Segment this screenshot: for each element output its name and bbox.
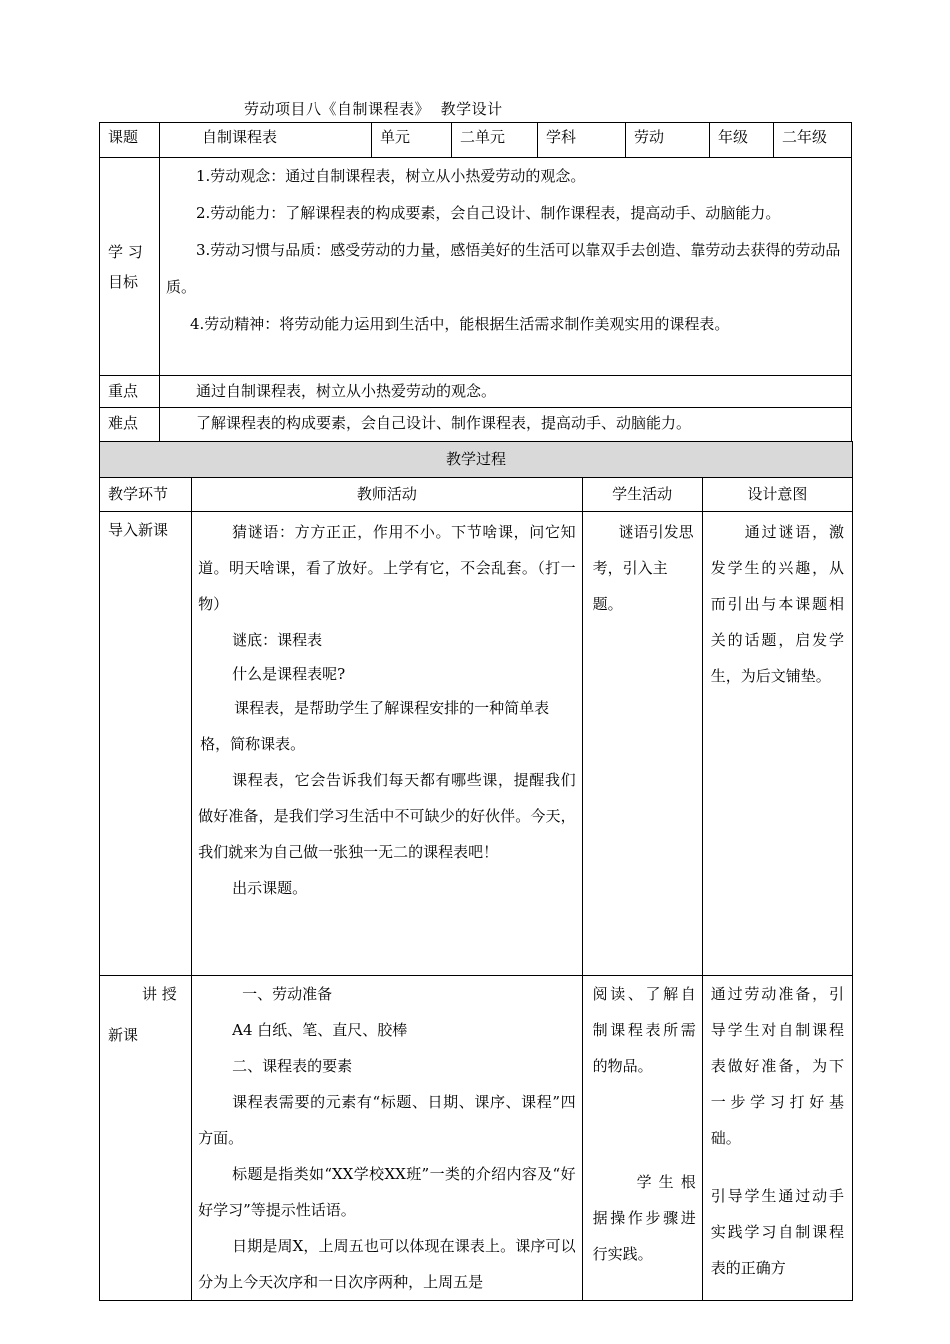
- teacher-paragraph: 猜谜语：方方正正，作用不小。下节啥课，问它知道。明天啥课，看了放好。上学有它，不会乱套。（打一物）: [198, 523, 576, 613]
- intent-intro: [702, 512, 852, 976]
- teacher-paragraph: 一、劳动准备: [242, 985, 333, 1003]
- grade-value: 二年级: [774, 123, 852, 158]
- student-activity-intro: [582, 512, 702, 976]
- stage-intro: 导入新课: [100, 512, 192, 976]
- stage-teaching-line1: 讲 授: [142, 985, 177, 1003]
- stage-teaching-line2: 新课: [108, 1026, 139, 1044]
- student-activity-teaching: [582, 976, 702, 1301]
- teacher-paragraph: 课程表，是帮助学生了解课程安排的一种简单表格，简称课表。: [200, 699, 550, 753]
- objectives-label: [100, 158, 160, 376]
- topic-label: 课题: [100, 123, 160, 158]
- teacher-paragraph: 日期是周X，上周五也可以体现在课表上。课序可以分为上今天次序和一日次序两种，上周五是: [198, 1237, 576, 1291]
- difficulty-label: 难点: [100, 408, 160, 442]
- teacher-activity-teaching: [192, 976, 583, 1301]
- intent-paragraph: 通过谜语，激发学生的兴趣，从而引出与本课题相关的话题，启发学生，为后文铺垫。: [710, 523, 844, 685]
- document-title-suffix: 教学设计: [440, 100, 503, 118]
- stage-teaching: [100, 976, 192, 1301]
- col-student: 学生活动: [582, 478, 702, 512]
- unit-label: 单元: [372, 123, 452, 158]
- intent-teaching: [702, 976, 852, 1301]
- grade-label: 年级: [710, 123, 774, 158]
- objective-item: 3.劳动习惯与品质：感受劳动的力量，感悟美好的生活可以靠双手去创造、靠劳动去获得的劳动品质。: [166, 241, 841, 296]
- col-intent: 设计意图: [702, 478, 852, 512]
- unit-value: 二单元: [452, 123, 538, 158]
- student-paragraph: 学生根据操作步骤进行实践。: [592, 1173, 696, 1263]
- student-paragraph: 谜语引发思考，引入主题。: [592, 523, 694, 613]
- objective-item: 4.劳动精神：将劳动能力运用到生活中，能根据生活需求制作美观实用的课程表。: [190, 315, 730, 333]
- teacher-paragraph: 课程表，它会告诉我们每天都有哪些课，提醒我们做好准备，是我们学习生活中不可缺少的好伙伴。今天，我们就来为自己做一张独一无二的课程表吧！: [198, 771, 576, 861]
- objective-item: 2.劳动能力：了解课程表的构成要素，会自己设计、制作课程表，提高动手、动脑能力。: [196, 204, 781, 222]
- teacher-paragraph: A4 白纸、笔、直尺、胶棒: [232, 1021, 408, 1039]
- teacher-paragraph: 课程表需要的元素有“标题、日期、课序、课程”四方面。: [198, 1093, 576, 1147]
- subject-value: 劳动: [626, 123, 710, 158]
- key-point-value: 通过自制课程表，树立从小热爱劳动的观念。: [160, 376, 852, 408]
- difficulty-value: 了解课程表的构成要素，会自己设计、制作课程表，提高动手、动脑能力。: [160, 408, 852, 442]
- teacher-paragraph: 谜底：课程表: [232, 631, 323, 649]
- objective-item: 1.劳动观念：通过自制课程表，树立从小热爱劳动的观念。: [196, 167, 586, 185]
- teacher-paragraph: 出示课题。: [232, 879, 308, 897]
- topic-value: 自制课程表: [160, 123, 372, 158]
- document-title: [244, 98, 503, 119]
- document-title-main: 劳动项目八《自制课程表》: [244, 100, 431, 118]
- student-paragraph: 阅读、了解自制课程表所需的物品。: [592, 985, 696, 1075]
- objectives-label-line2: 目标: [108, 272, 139, 291]
- col-teacher: 教师活动: [192, 478, 583, 512]
- process-header: 教学过程: [100, 442, 853, 478]
- objectives-label-line1: 学 习: [108, 242, 143, 261]
- col-stage: 教学环节: [100, 478, 192, 512]
- teacher-paragraph: 什么是课程表呢?: [232, 665, 346, 683]
- teacher-activity-intro: [192, 512, 583, 976]
- key-point-label: 重点: [100, 376, 160, 408]
- info-table: [99, 122, 852, 442]
- subject-label: 学科: [538, 123, 626, 158]
- teacher-paragraph: 二、课程表的要素: [232, 1057, 353, 1075]
- intent-paragraph: 通过劳动准备，引导学生对自制课程表做好准备，为下一步学习打好基础。: [710, 985, 844, 1147]
- process-table: [99, 441, 853, 1301]
- intent-paragraph: 引导学生通过动手实践学习自制课程表的正确方: [710, 1187, 844, 1277]
- teacher-paragraph: 标题是指类如“XX学校XX班”一类的介绍内容及“好好学习”等提示性话语。: [198, 1165, 576, 1219]
- objectives-content: [160, 158, 852, 376]
